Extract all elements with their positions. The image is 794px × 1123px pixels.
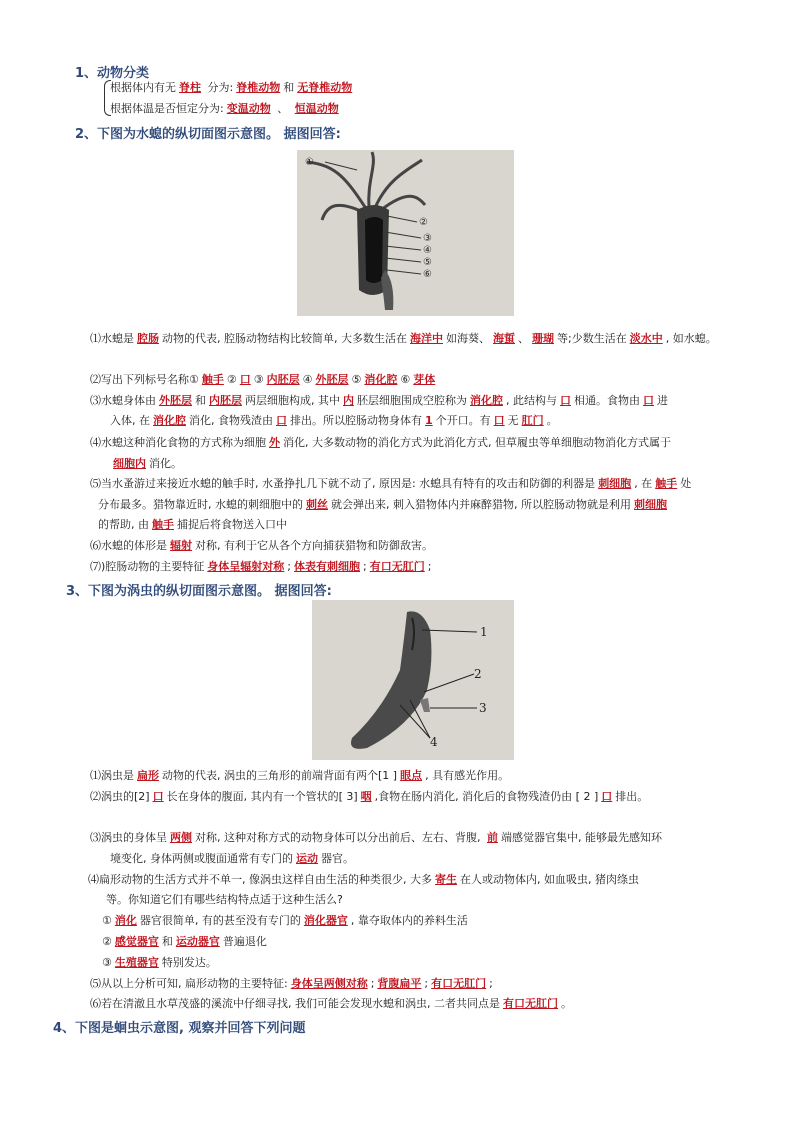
s3-q4c: ① 消化 器官很简单, 有的甚至没有专门的 消化器官 , 靠夺取体内的养料生活	[102, 914, 468, 927]
s2-q6: ⑹水螅的体形是 辐射 对称, 有利于它从各个方向捕获猎物和防御敌害。	[90, 539, 433, 552]
planarian-label-4: 4	[430, 735, 438, 749]
hydra-figure	[297, 150, 514, 316]
s2-q2: ⑵写出下列标号名称① 触手 ② 口 ③ 内胚层 ④ 外胚层 ⑤ 消化腔 ⑥ 芽体	[90, 373, 436, 386]
s3-q2: ⑵涡虫的[2] 口 长在身体的腹面, 其内有一个管状的[ 3] 咽 ,食物在肠内消化, 消化后的食物残渣仍由 [ 2 ] 口 排出。	[90, 790, 649, 803]
planarian-label-1: 1	[480, 625, 488, 639]
s3-q4a: ⑷扁形动物的生活方式并不单一, 像涡虫这样自由生活的种类很少, 大多 寄生 在人或动物体内, 如血吸虫, 猪肉绦虫	[88, 873, 639, 886]
hydra-label-2: ②	[419, 217, 428, 228]
s3-q4d: ② 感觉器官 和 运动器官 普遍退化	[102, 935, 267, 948]
hydra-label-4: ④	[423, 245, 432, 256]
planarian-label-2: 2	[474, 667, 482, 681]
s3-q6: ⑹若在清澈且水草茂盛的溪流中仔细寻找, 我们可能会发现水螅和涡虫, 二者共同点是 有口无肛门 。	[90, 997, 572, 1010]
s3-q5: ⑸从以上分析可知, 扁形动物的主要特征: 身体呈两侧对称 ; 背腹扁平 ; 有口无肛门 ;	[90, 977, 493, 990]
s2-q4a: ⑷水螅这种消化食物的方式称为细胞 外 消化, 大多数动物的消化方式为此消化方式, 但草履虫等单细胞动物消化方式属于	[90, 436, 671, 449]
section-3-title: 3、下图为涡虫的纵切面图示意图。 据图回答:	[66, 584, 332, 599]
hydra-label-5: ⑤	[423, 257, 432, 268]
hydra-label-6: ⑥	[423, 269, 432, 280]
s2-q5c: 的帮助, 由 触手 捕捉后将食物送入口中	[98, 518, 287, 531]
planarian-figure	[312, 600, 514, 760]
s3-q3b: 境变化, 身体两侧或腹面通常有专门的 运动 器官。	[110, 852, 354, 865]
s2-q5b: 分布最多。猎物靠近时, 水螅的刺细胞中的 刺丝 就会弹出来, 刺入猎物体内并麻醉猎物, 所以腔肠动物就是利用 刺细胞	[98, 498, 667, 511]
s3-q4b: 等。你知道它们有哪些结构特点适于这种生活么?	[106, 893, 343, 906]
s2-q7: ⑺)腔肠动物的主要特征 身体呈辐射对称 ; 体表有刺细胞 ; 有口无肛门 ;	[90, 560, 432, 573]
section-2-title: 2、下图为水螅的纵切面图示意图。 据图回答:	[75, 127, 341, 142]
s3-q4e: ③ 生殖器官 特别发达。	[102, 956, 217, 969]
s2-q3b: 入体, 在 消化腔 消化, 食物残渣由 口 排出。所以腔肠动物身体有 1 个开口。有 口 无 肛门 。	[110, 414, 558, 427]
s1-line-2: 根据体温是否恒定分为: 变温动物 、 恒温动物	[110, 102, 339, 115]
s2-q1: ⑴水螅是 腔肠 动物的代表, 腔肠动物结构比较简单, 大多数生活在 海洋中 如海葵、 海蜇 、 珊瑚 等;少数生活在 淡水中 , 如水螅。	[90, 332, 717, 345]
s1-line-1: 根据体内有无 脊柱 分为: 脊椎动物 和 无脊椎动物	[110, 81, 353, 94]
s3-q1: ⑴涡虫是 扁形 动物的代表, 涡虫的三角形的前端背面有两个[1 ] 眼点 , 具有感光作用。	[90, 769, 510, 782]
hydra-label-3: ③	[423, 233, 432, 244]
planarian-label-3: 3	[479, 701, 487, 715]
hydra-label-1: ①	[305, 157, 314, 168]
s2-q4b: 细胞内 消化。	[113, 457, 182, 470]
s2-q3a: ⑶水螅身体由 外胚层 和 内胚层 两层细胞构成, 其中 内 胚层细胞围成空腔称为 消化腔 , 此结构与 口 相通。食物由 口 进	[90, 394, 668, 407]
section-4-title: 4、下图是蛔虫示意图, 观察并回答下列问题	[53, 1021, 306, 1036]
s3-q3a: ⑶涡虫的身体呈 两侧 对称, 这种对称方式的动物身体可以分出前后、左右、背腹, 前 端感觉器官集中, 能够最先感知环	[90, 831, 662, 844]
section-1-title: 1、动物分类	[75, 66, 150, 81]
s2-q5a: ⑸当水蚤游过来接近水螅的触手时, 水蚤挣扎几下就不动了, 原因是: 水螅具有特有的攻击和防御的利器是 刺细胞 , 在 触手 处	[90, 477, 692, 490]
